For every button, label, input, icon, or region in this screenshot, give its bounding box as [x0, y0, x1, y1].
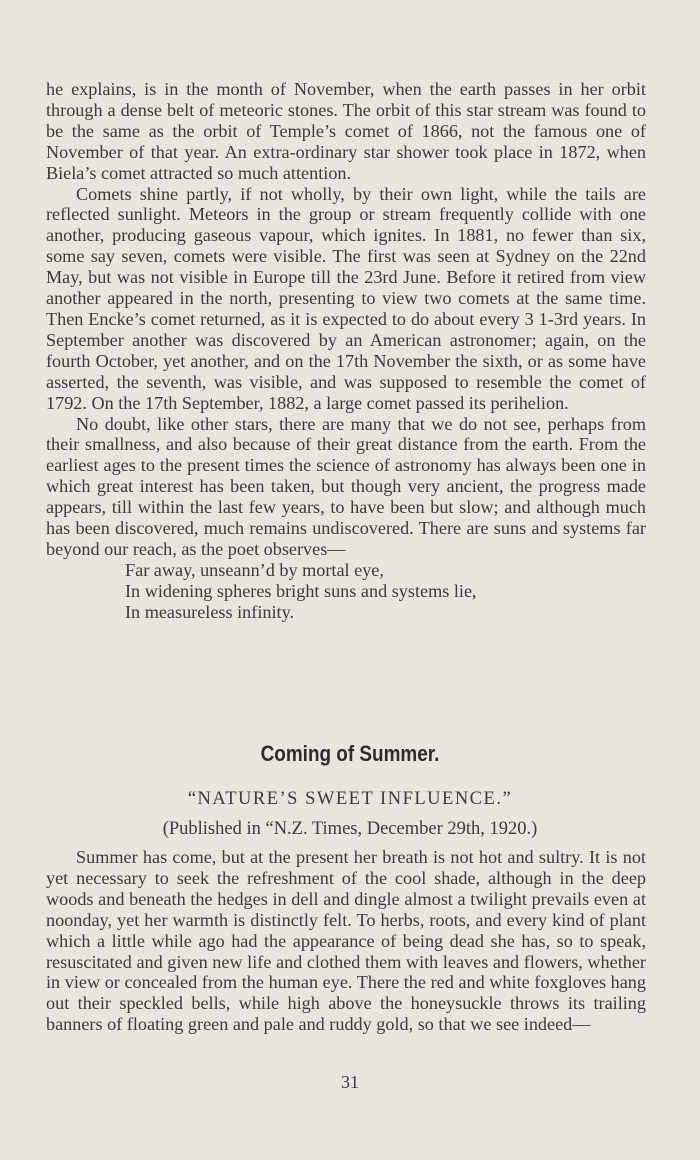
paragraph-summer: Summer has come, but at the present her breath is not hot and sultry. It is not yet necessary to seek the refreshment of the cool shade, although in the deep woods and beneath the hedges in dell and dingle almost a twilight prevails even at noonday, yet her warmth is distinctly felt. To herbs, roots, and every kind of plant which a little while ago had the appearance of being dead she has, so to speak, resuscitated and given new life and clothed them with leaves and flowers, whether in view or concealed from the human eye. There the red and white foxgloves hang out their speckled bells, while high above the honeysuckle throws its trailing banners of floating green and pale and ruddy gold, so that we see indeed—	[46, 847, 646, 1035]
paragraph-comets: Comets shine partly, if not wholly, by their own light, while the tails are reflected sunlight. Meteors in the group or stream frequently collide with one another, producing gaseous vapour, which ignites. In 1881, no fewer than six, some say seven, comets were visible. The first was seen at Sydney on the 22nd May, but was not visible in Europe till the 23rd June. Before it retired from view another appeared in the north, presenting to view two comets at the same time. Then Encke’s comet returned, as it is expected to do about every 3 1-3rd years. In September another was discovered by an American astronomer; again, on the fourth October, yet another, and on the 17th November the sixth, or as some have asserted, the seventh, was visible, and was supposed to resemble the comet of 1792. On the 17th September, 1882, a large comet passed its perihelion.	[46, 183, 646, 413]
article-subtitle: “NATURE’S SWEET INFLUENCE.”	[187, 789, 513, 809]
paragraph-star-shower: he explains, is in the month of November, when the earth passes in her orbit through a dense belt of meteoric stones. The orbit of this star stream was found to be the same as the orbit of Temple’s comet of 1866, not the famous one of November of that year. An extra-ordinary star shower took place in 1872, when Biela’s comet attracted so much attention.	[46, 79, 646, 183]
article-title: Coming of Summer.	[260, 741, 440, 766]
article-two-body	[46, 847, 646, 1035]
page-number: 31	[341, 1072, 359, 1092]
article-byline: (Published in “N.Z. Times, December 29th, 1920.)	[162, 819, 538, 839]
article-one-body	[46, 79, 646, 623]
poem-line: Far away, unseann’d by mortal eye,	[125, 559, 384, 580]
poem-quote	[125, 560, 646, 623]
poem-line: In widening spheres bright suns and systems lie,	[125, 580, 477, 601]
poem-line: In measureless infinity.	[125, 601, 295, 622]
paragraph-astronomy: No doubt, like other stars, there are many that we do not see, perhaps from their smallness, and also because of their great distance from the earth. From the earliest ages to the present times the science of astronomy has always been one in which great interest has been taken, but though very ancient, the progress made appears, till within the last few years, to have been but slow; and although much has been discovered, much remains undiscovered. There are suns and systems far beyond our reach, as the poet observes—	[46, 413, 646, 559]
